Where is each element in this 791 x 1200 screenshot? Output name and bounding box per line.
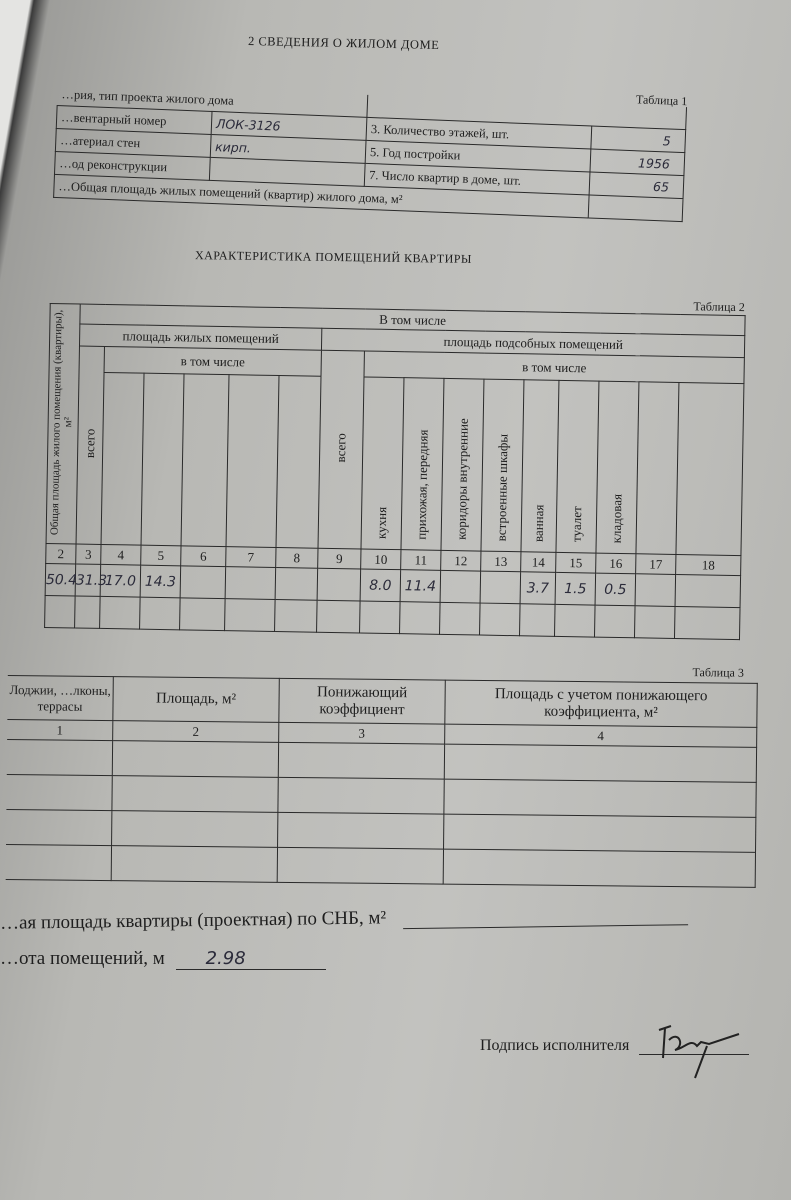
- empty-cell: [554, 604, 595, 637]
- col-number: 4: [101, 544, 141, 565]
- data-cell: [635, 574, 676, 607]
- signature-label: Подпись исполнителя: [480, 1037, 630, 1054]
- empty-cell: [520, 604, 556, 637]
- data-cell: 1.5: [555, 572, 596, 605]
- room-height-label: …ота помещений, м: [0, 948, 165, 969]
- data-cell: [225, 567, 276, 600]
- aux-col-header: [556, 380, 599, 553]
- cell-value: 65: [589, 172, 684, 199]
- header-including: В том числе: [80, 304, 745, 336]
- col-number: 14: [521, 552, 556, 573]
- aux-col-label: туалет: [568, 506, 584, 543]
- cell-value: 5: [591, 126, 686, 153]
- table-2-caption: Таблица 2: [693, 299, 745, 315]
- empty-cell: [400, 602, 441, 635]
- header-aux-including: в том числе: [364, 351, 745, 384]
- cell-label: 3. Количество этажей, шт.: [366, 117, 592, 149]
- data-cell: 8.0: [360, 569, 401, 602]
- header-living-including: в том числе: [104, 346, 321, 376]
- aux-col-label: кладовая: [608, 493, 625, 544]
- cell-label: …Общая площадь жилых помещений (квартир) жилого дома, м²: [54, 174, 589, 218]
- data-cell: [675, 574, 741, 607]
- cell-value: 1956: [590, 149, 685, 176]
- cell-label: 7. Число квартир в доме, шт.: [364, 163, 590, 195]
- header-living-total: всего: [76, 346, 104, 544]
- empty-cell: [45, 595, 76, 628]
- aux-col-label: коридоры внутренние: [453, 418, 471, 541]
- col-number: 15: [556, 552, 596, 573]
- header-living: площадь жилых помещений: [79, 324, 321, 350]
- data-cell: [275, 567, 318, 600]
- data-cell: 3.7: [520, 572, 556, 605]
- project-area-value: [403, 906, 688, 929]
- empty-cell: [275, 599, 318, 632]
- col-number: 6: [181, 546, 226, 567]
- col-number: 12: [441, 550, 481, 571]
- empty-cell: [360, 601, 401, 634]
- table-3: [6, 658, 774, 888]
- col-number: 1: [7, 719, 113, 740]
- aux-col-label: встроенные шкафы: [493, 433, 511, 542]
- data-cell: [440, 570, 481, 603]
- project-area-label: …ая площадь квартиры (проектная) по СНБ, м²: [0, 907, 387, 934]
- col-number: 7: [226, 547, 276, 568]
- header-total-area: Общая площадь жилого помещения (квартиры), м²: [46, 304, 80, 544]
- col-number: 2: [46, 543, 76, 564]
- empty-cell: [480, 603, 521, 636]
- col-number: 9: [318, 548, 361, 569]
- aux-col-label: кухня: [373, 506, 389, 539]
- col-number: 5: [141, 545, 181, 566]
- room-height-line: [0, 948, 326, 970]
- cell-label: 5. Год постройки: [365, 140, 591, 172]
- table-1: [53, 70, 687, 222]
- data-cell: 17.0: [100, 564, 141, 597]
- aux-col-header: [596, 381, 639, 554]
- aux-col-label: ванная: [530, 504, 547, 542]
- col-number: 16: [596, 553, 636, 574]
- living-subcol: [141, 373, 184, 546]
- header-coefficient: Понижающий коэффициент: [279, 678, 445, 724]
- col-number: 2: [113, 721, 279, 743]
- col-number: 4: [445, 724, 757, 747]
- header-reduced-area: Площадь с учетом понижающего коэффициента, м²: [445, 680, 757, 727]
- living-subcol: [181, 374, 229, 547]
- data-cell: 0.5: [595, 573, 636, 606]
- col-number: 3: [279, 722, 445, 744]
- header-loggias: Лоджии, …лконы, террасы: [7, 675, 113, 720]
- empty-cell: [100, 596, 141, 629]
- project-area-line: [0, 903, 688, 935]
- signature-field: [639, 1032, 749, 1055]
- aux-col-header: [361, 377, 404, 550]
- empty-cell: [180, 598, 226, 631]
- data-cell: [480, 571, 521, 604]
- room-height-value: 2.98: [176, 948, 326, 970]
- empty-cell: [225, 599, 276, 632]
- table-2-title: ХАРАКТЕРИСТИКА ПОМЕЩЕНИЙ КВАРТИРЫ: [194, 248, 473, 266]
- table-row: [6, 844, 756, 887]
- data-cell: 31.3: [75, 564, 101, 596]
- cell-value: ЛОК-3126: [211, 111, 367, 140]
- data-cell: [317, 568, 361, 601]
- signature-mark-icon: [649, 1020, 759, 1080]
- aux-col-header: [636, 382, 679, 555]
- col-number: 13: [481, 551, 521, 572]
- col-number: 10: [361, 549, 401, 570]
- cell-value: [588, 195, 683, 222]
- aux-col-header: [481, 379, 524, 552]
- col-number: 11: [401, 550, 441, 571]
- header-auxiliary: площадь подсобных помещений: [321, 328, 745, 357]
- header-area: Площадь, м²: [113, 677, 279, 723]
- living-subcol: [101, 372, 144, 545]
- cell-label: …рия, тип проекта жилого дома: [57, 83, 368, 117]
- living-subcol: [276, 376, 321, 549]
- aux-col-header: [676, 382, 744, 555]
- data-cell: 14.3: [140, 565, 181, 598]
- section-title: 2 СВЕДЕНИЯ О ЖИЛОМ ДОМЕ: [247, 33, 440, 53]
- empty-cell: [440, 602, 481, 635]
- aux-col-label: прихожая, передняя: [413, 429, 431, 540]
- cell-value: кирп.: [210, 134, 366, 163]
- data-cell: 50.4: [45, 563, 76, 596]
- signature-line: [480, 1032, 749, 1055]
- header-aux-total: всего: [318, 350, 364, 549]
- col-number: 3: [76, 544, 101, 564]
- aux-col-header: [521, 380, 559, 553]
- living-subcol: [226, 375, 279, 548]
- empty-cell: [317, 600, 361, 633]
- cell-label: …од реконструкции: [54, 151, 210, 180]
- empty-cell: [594, 605, 635, 638]
- empty-cell: [75, 596, 101, 628]
- cell-label: …вентарный номер: [56, 105, 212, 134]
- col-number: 18: [676, 554, 742, 575]
- data-cell: [180, 566, 226, 599]
- table-1-caption: Таблица 1: [635, 92, 688, 109]
- col-number: 8: [276, 547, 318, 568]
- empty-cell: [140, 597, 181, 630]
- empty-cell: [634, 606, 675, 639]
- data-cell: 11.4: [400, 570, 441, 603]
- empty-cell: [674, 606, 740, 639]
- aux-col-header: [441, 378, 484, 551]
- table-3-caption: Таблица 3: [692, 665, 744, 680]
- col-number: 17: [636, 554, 676, 575]
- table-2: [44, 288, 745, 640]
- aux-col-header: [401, 378, 444, 551]
- cell-label: …атериал стен: [55, 128, 211, 157]
